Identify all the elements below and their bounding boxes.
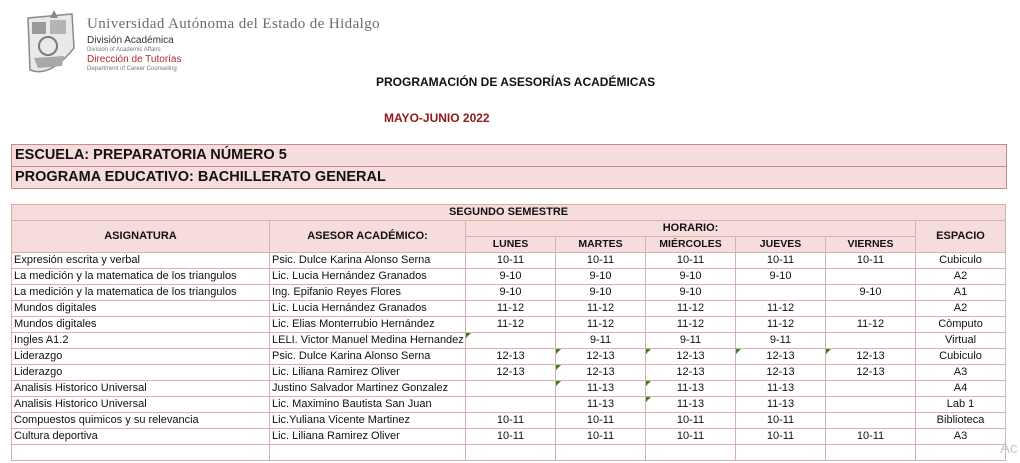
friday-cell [826,301,916,317]
wednesday-cell: 10-11 [646,429,736,445]
friday-cell [826,269,916,285]
advisor-cell: Lic. Lucia Hernández Granados [270,301,466,317]
day-header-thursday: JUEVES [736,237,826,253]
friday-cell [826,333,916,349]
tuesday-cell: 10-11 [556,253,646,269]
office-label: Dirección de Tutorías [87,54,182,65]
advisor-cell: Psic. Dulce Karina Alonso Serna [270,349,466,365]
tuesday-cell [556,445,646,461]
space-cell: Lab 1 [916,397,1006,413]
subject-cell: Liderazgo [12,365,270,381]
subject-cell: Analisis Historico Universal [12,397,270,413]
school-name: ESCUELA: PREPARATORIA NÚMERO 5 [15,147,287,163]
space-cell [916,445,1006,461]
wednesday-cell: 10-11 [646,253,736,269]
space-column-header: ESPACIO [916,221,1006,253]
office-label-en: Department of Career Counseling [87,66,177,72]
tuesday-cell: 11-13 [556,381,646,397]
monday-cell [466,333,556,349]
wednesday-cell: 11-12 [646,301,736,317]
table-row [12,397,1006,413]
document-title: PROGRAMACIÓN DE ASESORÍAS ACADÉMICAS [376,75,656,89]
division-label: División Académica [87,35,174,46]
wednesday-cell: 10-11 [646,413,736,429]
friday-cell [826,445,916,461]
table-row [12,317,1006,333]
tuesday-cell: 12-13 [556,365,646,381]
tuesday-cell: 11-12 [556,301,646,317]
table-row [12,381,1006,397]
tuesday-cell: 9-11 [556,333,646,349]
space-cell: A2 [916,301,1006,317]
monday-cell [466,397,556,413]
table-row [12,253,1006,269]
day-header-friday: VIERNES [826,237,916,253]
tuesday-cell: 9-10 [556,285,646,301]
tuesday-cell: 11-12 [556,317,646,333]
subject-cell: Cultura deportiva [12,429,270,445]
space-cell: A3 [916,429,1006,445]
tuesday-cell: 10-11 [556,413,646,429]
tuesday-cell: 10-11 [556,429,646,445]
monday-cell: 12-13 [466,365,556,381]
friday-cell: 12-13 [826,365,916,381]
friday-cell: 10-11 [826,429,916,445]
table-row [12,365,1006,381]
division-label-en: Division of Academic Affairs [87,47,161,53]
advisor-cell: LELI. Victor Manuel Medina Hernandez [270,333,466,349]
monday-cell: 12-13 [466,349,556,365]
table-row [12,413,1006,429]
space-cell: Biblioteca [916,413,1006,429]
space-cell: Còmputo [916,317,1006,333]
thursday-cell [736,445,826,461]
subject-column-header: ASIGNATURA [12,221,270,253]
monday-cell: 10-11 [466,429,556,445]
table-row [12,269,1006,285]
semester-header: SEGUNDO SEMESTRE [12,205,1006,221]
tuesday-cell: 12-13 [556,349,646,365]
advisor-cell: Lic. Liliana Ramirez Oliver [270,429,466,445]
monday-cell: 11-12 [466,317,556,333]
thursday-cell: 9-10 [736,269,826,285]
advisor-cell [270,445,466,461]
friday-cell [826,397,916,413]
table-row [12,429,1006,445]
thursday-cell: 11-12 [736,317,826,333]
monday-cell [466,381,556,397]
thursday-cell: 11-12 [736,301,826,317]
schedule-column-header: HORARIO: [466,221,916,237]
wednesday-cell: 12-13 [646,349,736,365]
subject-cell: Compuestos quimicos y su relevancia [12,413,270,429]
advisor-cell: Psic. Dulce Karina Alonso Serna [270,253,466,269]
advisor-cell: Justino Salvador Martinez Gonzalez [270,381,466,397]
space-cell: Virtual [916,333,1006,349]
monday-cell: 11-12 [466,301,556,317]
advisor-cell: Ing. Epifanio Reyes Flores [270,285,466,301]
thursday-cell: 10-11 [736,253,826,269]
friday-cell: 11-12 [826,317,916,333]
friday-cell [826,381,916,397]
subject-cell: Ingles A1.2 [12,333,270,349]
monday-cell [466,445,556,461]
advisor-cell: Lic. Lucia Hernández Granados [270,269,466,285]
tuesday-cell: 9-10 [556,269,646,285]
thursday-cell: 11-13 [736,397,826,413]
space-cell: Cubiculo [916,253,1006,269]
subject-cell: Mundos digitales [12,317,270,333]
table-row [12,285,1006,301]
space-cell: A2 [916,269,1006,285]
table-row [12,445,1006,461]
subject-cell: Analisis Historico Universal [12,381,270,397]
day-header-wednesday: MIÉRCOLES [646,237,736,253]
wednesday-cell: 12-13 [646,365,736,381]
program-name: PROGRAMA EDUCATIVO: BACHILLERATO GENERAL [12,166,1006,188]
wednesday-cell: 9-11 [646,333,736,349]
schedule-table [11,204,1006,461]
subject-cell: La medición y la matematica de los triangulos [12,269,270,285]
thursday-cell: 9-11 [736,333,826,349]
period-label: MAYO-JUNIO 2022 [384,111,490,125]
subject-cell: La medición y la matematica de los triangulos [12,285,270,301]
monday-cell: 9-10 [466,285,556,301]
wednesday-cell: 9-10 [646,285,736,301]
advisor-cell: Lic. Elias Monterrubio Hernández [270,317,466,333]
thursday-cell: 10-11 [736,413,826,429]
monday-cell: 10-11 [466,253,556,269]
thursday-cell: 11-13 [736,381,826,397]
subject-cell: Liderazgo [12,349,270,365]
thursday-cell [736,285,826,301]
schedule-body [12,253,1006,461]
wednesday-cell: 11-12 [646,317,736,333]
friday-cell [826,413,916,429]
day-header-tuesday: MARTES [556,237,646,253]
school-info-box [11,144,1007,189]
thursday-cell: 10-11 [736,429,826,445]
institution-name: Universidad Autónoma del Estado de Hidalgo [87,16,380,32]
wednesday-cell: 11-13 [646,381,736,397]
tuesday-cell: 11-13 [556,397,646,413]
university-seal-logo [24,8,76,80]
monday-cell: 10-11 [466,413,556,429]
space-cell: Cubiculo [916,349,1006,365]
table-row [12,333,1006,349]
table-row [12,349,1006,365]
friday-cell: 12-13 [826,349,916,365]
space-cell: A1 [916,285,1006,301]
advisor-cell: Lic. Maximino Bautista San Juan [270,397,466,413]
thursday-cell: 12-13 [736,349,826,365]
subject-cell [12,445,270,461]
subject-cell: Mundos digitales [12,301,270,317]
space-cell: A4 [916,381,1006,397]
day-header-monday: LUNES [466,237,556,253]
advisor-column-header: ASESOR ACADÉMICO: [270,221,466,253]
table-row [12,301,1006,317]
activation-watermark: Ac [1000,440,1018,457]
friday-cell: 10-11 [826,253,916,269]
wednesday-cell: 11-13 [646,397,736,413]
wednesday-cell [646,445,736,461]
institution-header [87,16,380,72]
space-cell: A3 [916,365,1006,381]
friday-cell: 9-10 [826,285,916,301]
monday-cell: 9-10 [466,269,556,285]
advisor-cell: Lic.Yuliana Vicente Martinez [270,413,466,429]
subject-cell: Expresión escrita y verbal [12,253,270,269]
thursday-cell: 12-13 [736,365,826,381]
wednesday-cell: 9-10 [646,269,736,285]
advisor-cell: Lic. Liliana Ramirez Oliver [270,365,466,381]
